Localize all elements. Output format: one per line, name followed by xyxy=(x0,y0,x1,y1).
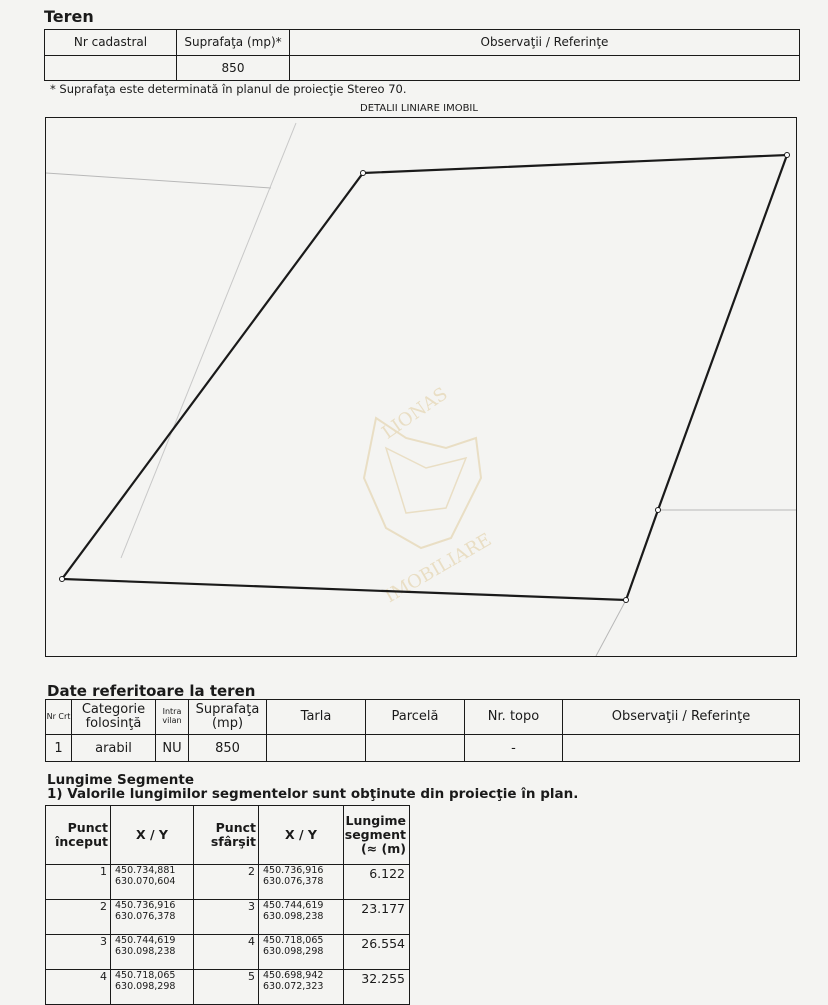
cell-suprafata: 850 xyxy=(177,55,290,81)
coord-x: 450.744,619 xyxy=(115,935,176,946)
coord-y: 630.072,323 xyxy=(263,980,324,992)
cell-start-coord xyxy=(111,970,194,1005)
cell-start-coord xyxy=(111,865,194,900)
cell-end-point: 2 xyxy=(194,865,259,900)
cell-observatii xyxy=(290,55,800,81)
table-row xyxy=(46,735,800,762)
drawing-title: DETALII LINIARE IMOBIL xyxy=(360,103,478,114)
cell-tarla xyxy=(267,735,366,762)
cell-end-point: 4 xyxy=(194,935,259,970)
date-teren-table xyxy=(45,699,800,762)
teren-heading: Teren xyxy=(44,7,94,26)
cell-end-coord xyxy=(259,865,344,900)
watermark-bottom-text: IMOBILIARE xyxy=(381,529,496,608)
col-nr-cadastral: Nr cadastral xyxy=(45,30,177,56)
coord-y: 630.070,604 xyxy=(115,875,176,887)
cell-start-point: 3 xyxy=(46,935,111,970)
col-parcela: Parcelă xyxy=(366,700,465,735)
coord-x: 450.736,916 xyxy=(115,900,176,911)
cell-end-coord xyxy=(259,900,344,935)
cell-start-point: 4 xyxy=(46,970,111,1005)
cell-end-point: 5 xyxy=(194,970,259,1005)
segmente-table xyxy=(45,805,410,1005)
col-suprafata-mp: Suprafaţa (mp) xyxy=(189,700,267,735)
watermark xyxy=(364,383,495,607)
cell-nr-topo: - xyxy=(465,735,563,762)
coord-y: 630.098,298 xyxy=(263,945,324,957)
col-lungime: Lungime segment (≈ (m) xyxy=(344,806,410,865)
coord-x: 450.744,619 xyxy=(263,900,324,911)
coord-x: 450.718,065 xyxy=(115,970,176,981)
cell-start-coord xyxy=(111,935,194,970)
cell-end-coord xyxy=(259,970,344,1005)
cell-parcela xyxy=(366,735,465,762)
col-categorie: Categorie folosinţă xyxy=(72,700,156,735)
cell-categorie: arabil xyxy=(72,735,156,762)
cell-length: 6.122 xyxy=(344,865,410,900)
col-xy-start: X / Y xyxy=(111,806,194,865)
cell-length: 32.255 xyxy=(344,970,410,1005)
cell-start-point: 2 xyxy=(46,900,111,935)
segmente-note: 1) Valorile lungimilor segmentelor sunt obţinute din proiecţie în plan. xyxy=(47,786,579,802)
teren-table xyxy=(44,29,800,81)
parcel-vertices xyxy=(60,153,790,603)
parcel-outline xyxy=(62,155,787,600)
cell-start-coord xyxy=(111,900,194,935)
coord-y: 630.076,378 xyxy=(263,875,324,887)
coord-y: 630.098,298 xyxy=(115,980,176,992)
cell-start-point: 1 xyxy=(46,865,111,900)
col-observatii-referinte: Observaţii / Referinţe xyxy=(563,700,800,735)
cell-observatii-referinte xyxy=(563,735,800,762)
col-nr-topo: Nr. topo xyxy=(465,700,563,735)
col-observatii: Observaţii / Referinţe xyxy=(290,30,800,56)
col-suprafata: Suprafaţa (mp)* xyxy=(177,30,290,56)
segmente-heading: Lungime Segmente xyxy=(47,772,195,788)
col-tarla: Tarla xyxy=(267,700,366,735)
table-row xyxy=(46,865,410,900)
cell-suprafata-mp: 850 xyxy=(189,735,267,762)
drawing-frame xyxy=(45,117,797,657)
col-punct-inceput: Punct început xyxy=(46,806,111,865)
teren-footnote: * Suprafaţa este determinată în planul de proiecţie Stereo 70. xyxy=(50,82,407,96)
cell-length: 26.554 xyxy=(344,935,410,970)
cell-end-coord xyxy=(259,935,344,970)
cell-end-point: 3 xyxy=(194,900,259,935)
coord-y: 630.098,238 xyxy=(115,945,176,957)
coord-y: 630.098,238 xyxy=(263,910,324,922)
coord-x: 450.718,065 xyxy=(263,935,324,946)
table-row xyxy=(46,970,410,1005)
coord-x: 450.698,942 xyxy=(263,970,324,981)
table-row xyxy=(46,900,410,935)
col-punct-sfarsit: Punct sfârşit xyxy=(194,806,259,865)
date-teren-heading: Date referitoare la teren xyxy=(47,682,256,700)
table-row xyxy=(46,935,410,970)
cell-length: 23.177 xyxy=(344,900,410,935)
watermark-top-text: LIONAS xyxy=(378,383,452,444)
coord-x: 450.736,916 xyxy=(263,865,324,876)
cell-nr-cadastral xyxy=(45,55,177,81)
cell-intravilan: NU xyxy=(156,735,189,762)
coord-y: 630.076,378 xyxy=(115,910,176,922)
parcel-plan xyxy=(46,118,796,656)
cell-nr-crt: 1 xyxy=(46,735,72,762)
col-xy-end: X / Y xyxy=(259,806,344,865)
coord-x: 450.734,881 xyxy=(115,865,176,876)
col-intravilan: Intra vilan xyxy=(156,700,189,735)
col-nr-crt: Nr Crt xyxy=(46,700,72,735)
